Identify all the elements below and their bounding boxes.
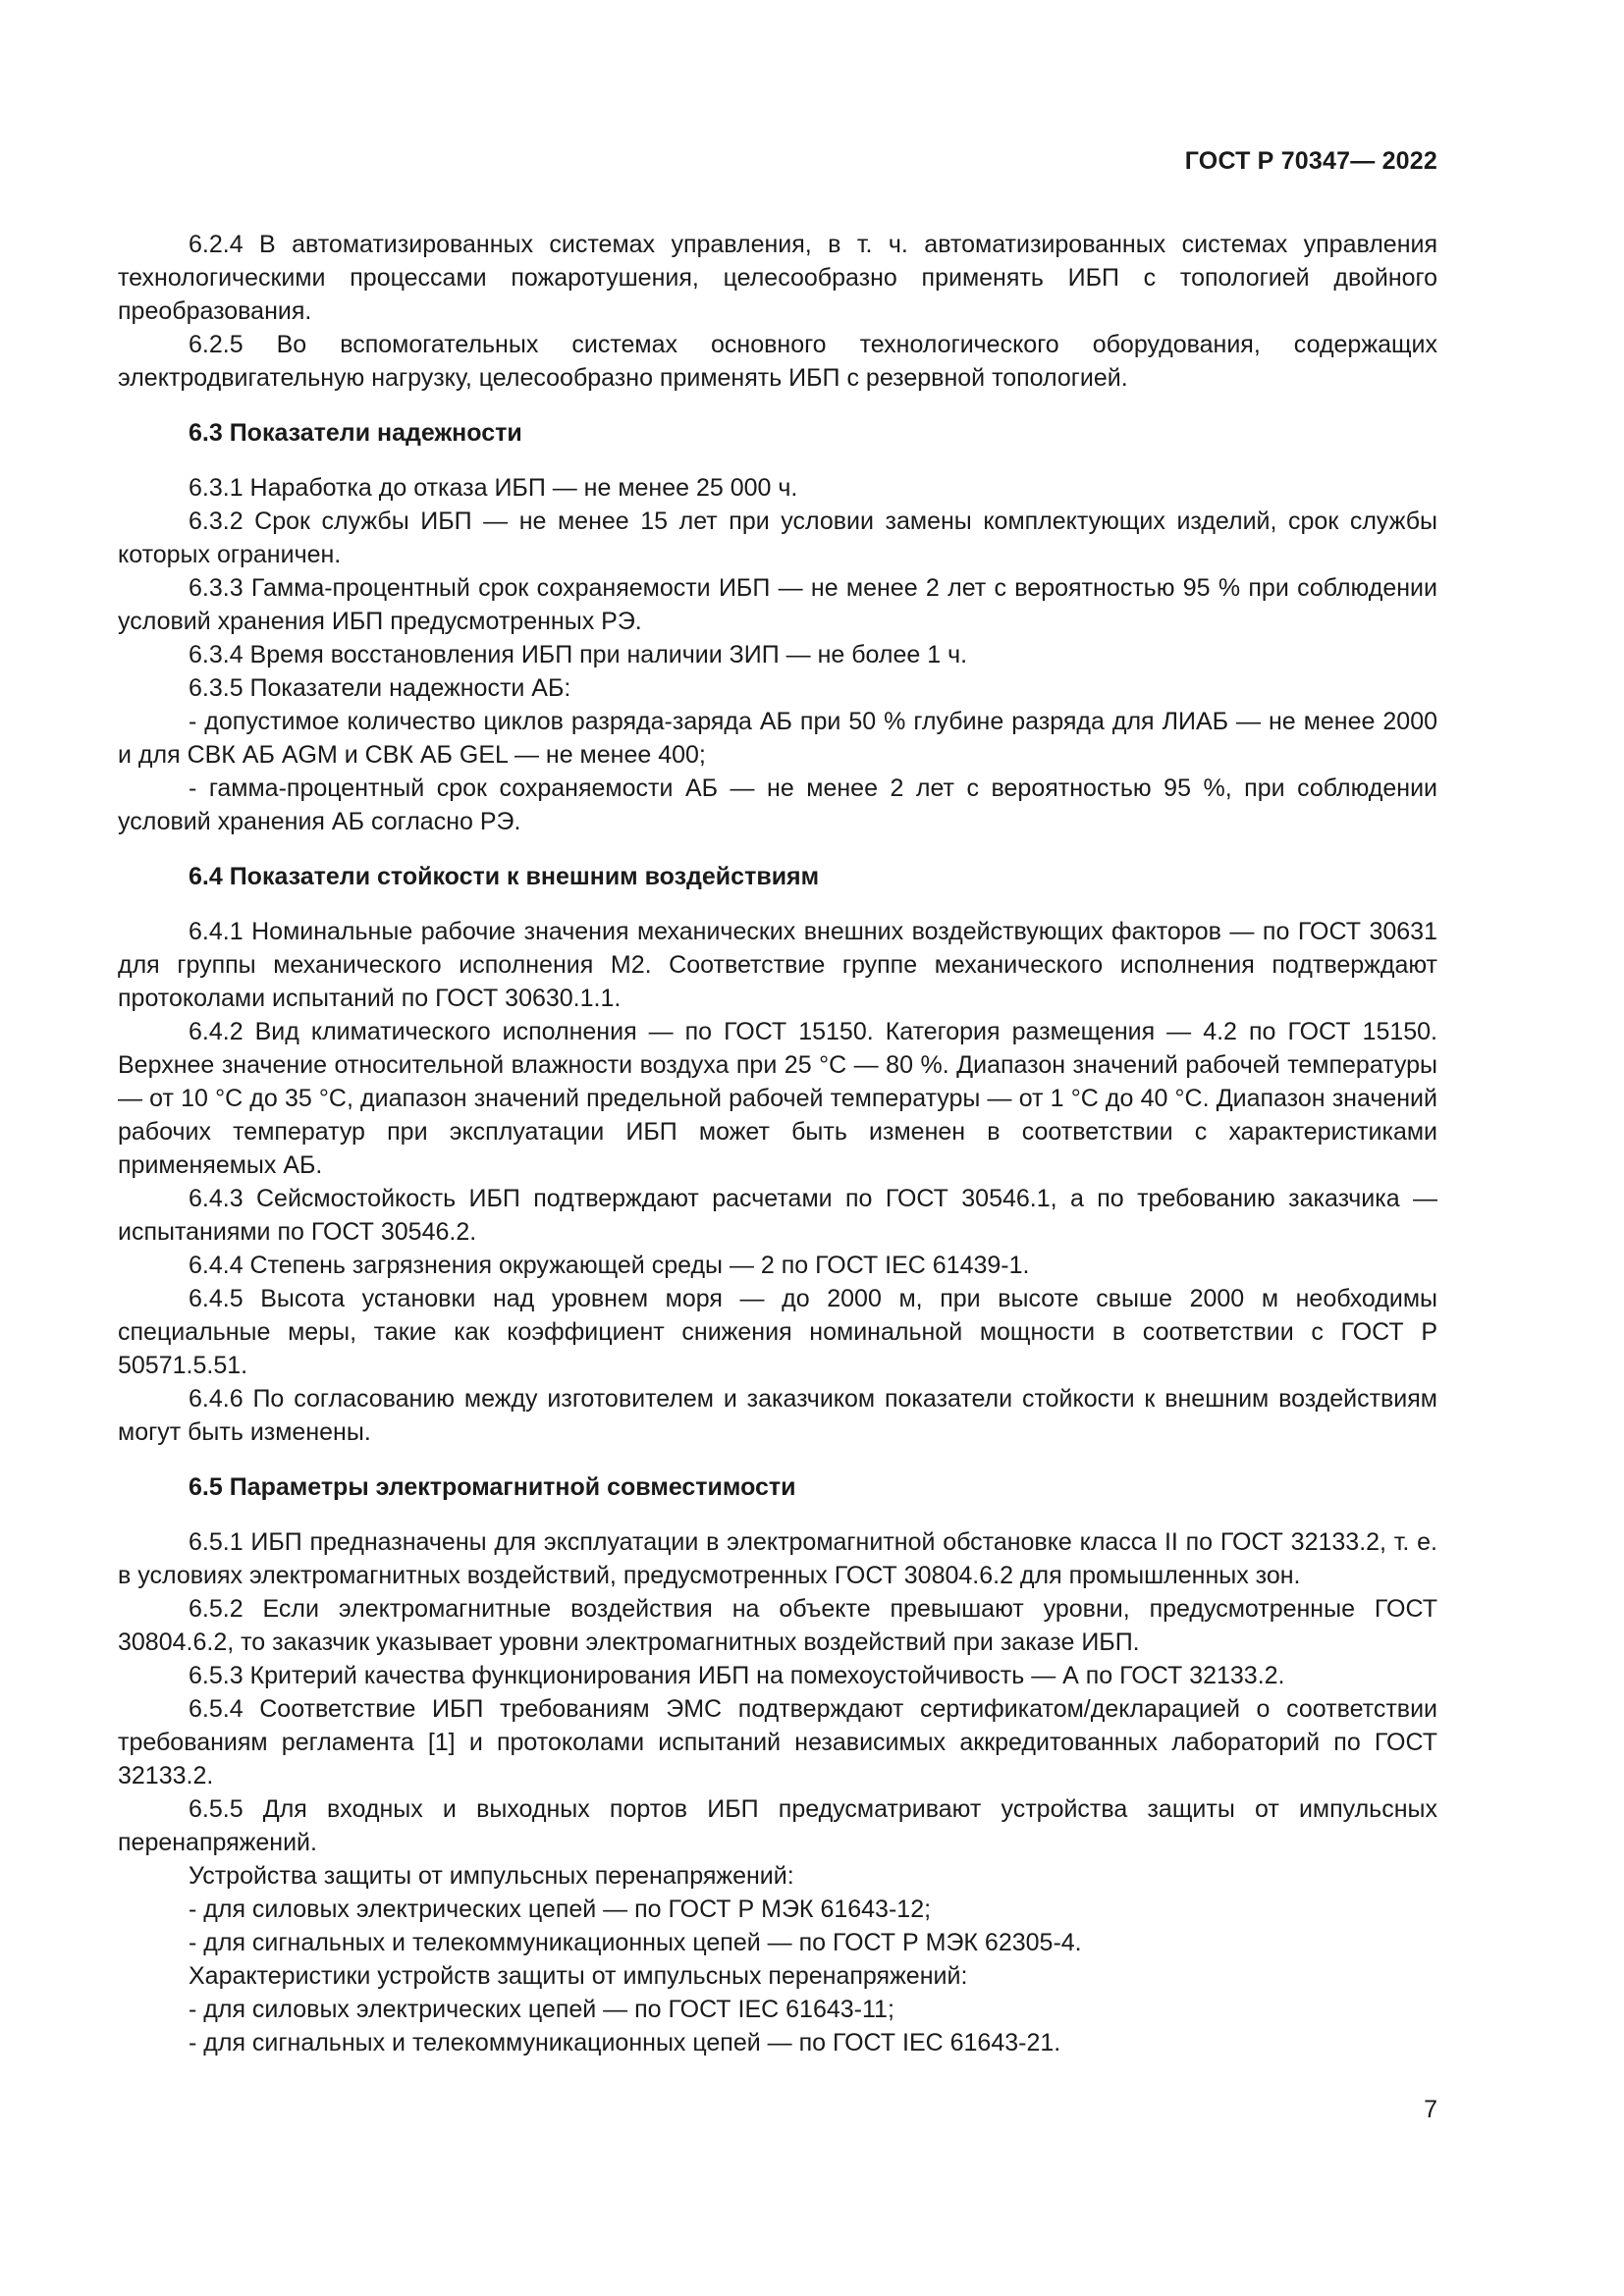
paragraph-6-4-6: 6.4.6 По согласованию между изготовителем и заказчиком показатели стойкости к внешним воздействиям могут быть изменены.: [118, 1385, 1437, 1446]
paragraph-6-3-1: 6.3.1 Наработка до отказа ИБП — не менее 25 000 ч.: [189, 474, 798, 502]
paragraph-6-4-3: 6.4.3 Сейсмостойкость ИБП подтверждают расчетами по ГОСТ 30546.1, а по требованию заказчика — испытаниями по ГОСТ 30546.2.: [118, 1185, 1437, 1246]
paragraph-6-5-1: 6.5.1 ИБП предназначены для эксплуатации в электромагнитной обстановке класса II по ГОСТ 32133.2, т. е. в условиях электромагнитных воздействий, предусмотренных ГОСТ 30804.6.2 для промышленных зон.: [118, 1528, 1437, 1589]
list-item-battery-cycles: - допустимое количество циклов разряда-заряда АБ при 50 % глубине разряда для ЛИАБ — не менее 2000 и для СВК АБ AGM и СВК АБ GEL — не менее 400;: [118, 708, 1437, 769]
paragraph-6-4-1: 6.4.1 Номинальные рабочие значения механических внешних воздействующих факторов — по ГОСТ 30631 для группы механического исполнения М2. Соответствие группе механического исполнения подтверждают протоколами испытаний по ГОСТ 30630.1.1.: [118, 918, 1437, 1012]
paragraph-6-3-2: 6.3.2 Срок службы ИБП — не менее 15 лет при условии замены комплектующих изделий, срок службы которых ограничен.: [118, 507, 1437, 568]
paragraph-6-5-2: 6.5.2 Если электромагнитные воздействия на объекте превышают уровни, предусмотренные ГОСТ 30804.6.2, то заказчик указывает уровни электромагнитных воздействий при заказе ИБП.: [118, 1595, 1437, 1656]
list-item-battery-storage: - гамма-процентный срок сохраняемости АБ — не менее 2 лет с вероятностью 95 %, при соблюдении условий хранения АБ согласно РЭ.: [118, 774, 1437, 835]
paragraph-6-5-3: 6.5.3 Критерий качества функционирования ИБП на помехоустойчивость — А по ГОСТ 32133.2.: [189, 1662, 1285, 1689]
paragraph-6-3-3: 6.3.3 Гамма-процентный срок сохраняемости ИБП — не менее 2 лет с вероятностью 95 % при соблюдении условий хранения ИБП предусмотренных РЭ.: [118, 574, 1437, 635]
section-heading-6-3: 6.3 Показатели надежности: [189, 419, 522, 447]
page-body: [118, 228, 1437, 2059]
paragraph-6-5-4: 6.5.4 Соответствие ИБП требованиям ЭМС подтверждают сертификатом/декларацией о соответствии требованиям регламента [1] и протоколами испытаний независимых аккредитованных лабораторий по ГОСТ 32133.2.: [118, 1695, 1437, 1789]
section-heading-6-4: 6.4 Показатели стойкости к внешним воздействиям: [189, 863, 820, 890]
paragraph-6-5-5: 6.5.5 Для входных и выходных портов ИБП предусматривают устройства защиты от импульсных перенапряжений.: [118, 1795, 1437, 1856]
list-item-spd-signal: - для сигнальных и телекоммуникационных цепей — по ГОСТ Р МЭК 62305-4.: [189, 1929, 1082, 1956]
paragraph-6-4-2: 6.4.2 Вид климатического исполнения — по ГОСТ 15150. Категория размещения — 4.2 по ГОСТ 15150. Верхнее значение относительной влажности воздуха при 25 °С — 80 %. Диапазон значений рабочей температуры — от 10 °С до 35 °С, диапазон значений предельной рабочей температуры — от 1 °С до 40 °С. Диапазон значений рабочих температур при эксплуатации ИБП может быть изменен в соответствии с характеристиками применяемых АБ.: [118, 1018, 1437, 1179]
list-item-spd-power: - для силовых электрических цепей — по ГОСТ Р МЭК 61643-12;: [189, 1896, 932, 1923]
spd-devices-title: Устройства защиты от импульсных перенапряжений:: [189, 1862, 794, 1890]
paragraph-6-3-4: 6.3.4 Время восстановления ИБП при наличии ЗИП — не более 1 ч.: [189, 641, 968, 668]
list-item-spd-char-power: - для силовых электрических цепей — по ГОСТ IEC 61643-11;: [189, 1996, 894, 2023]
spd-characteristics-title: Характеристики устройств защиты от импульсных перенапряжений:: [189, 1962, 968, 1990]
document-code-header: ГОСТ Р 70347— 2022: [1184, 147, 1437, 175]
paragraph-6-2-4: 6.2.4 В автоматизированных системах управления, в т. ч. автоматизированных системах управления технологическими процессами пожаротушения, целесообразно применять ИБП с топологией двойного преобразования.: [118, 231, 1437, 325]
paragraph-6-3-5: 6.3.5 Показатели надежности АБ:: [189, 674, 571, 702]
paragraph-6-2-5: 6.2.5 Во вспомогательных системах основного технологического оборудования, содержащих электродвигательную нагрузку, целесообразно применять ИБП с резервной топологией.: [118, 331, 1437, 392]
page-number: 7: [1424, 2096, 1437, 2123]
paragraph-6-4-4: 6.4.4 Степень загрязнения окружающей среды — 2 по ГОСТ IEC 61439-1.: [189, 1252, 1030, 1279]
section-heading-6-5: 6.5 Параметры электромагнитной совместимости: [189, 1473, 796, 1501]
paragraph-6-4-5: 6.4.5 Высота установки над уровнем моря — до 2000 м, при высоте свыше 2000 м необходимы специальные меры, такие как коэффициент снижения номинальной мощности в соответствии с ГОСТ Р 50571.5.51.: [118, 1285, 1437, 1379]
list-item-spd-char-signal: - для сигнальных и телекоммуникационных цепей — по ГОСТ IEC 61643-21.: [189, 2029, 1061, 2056]
